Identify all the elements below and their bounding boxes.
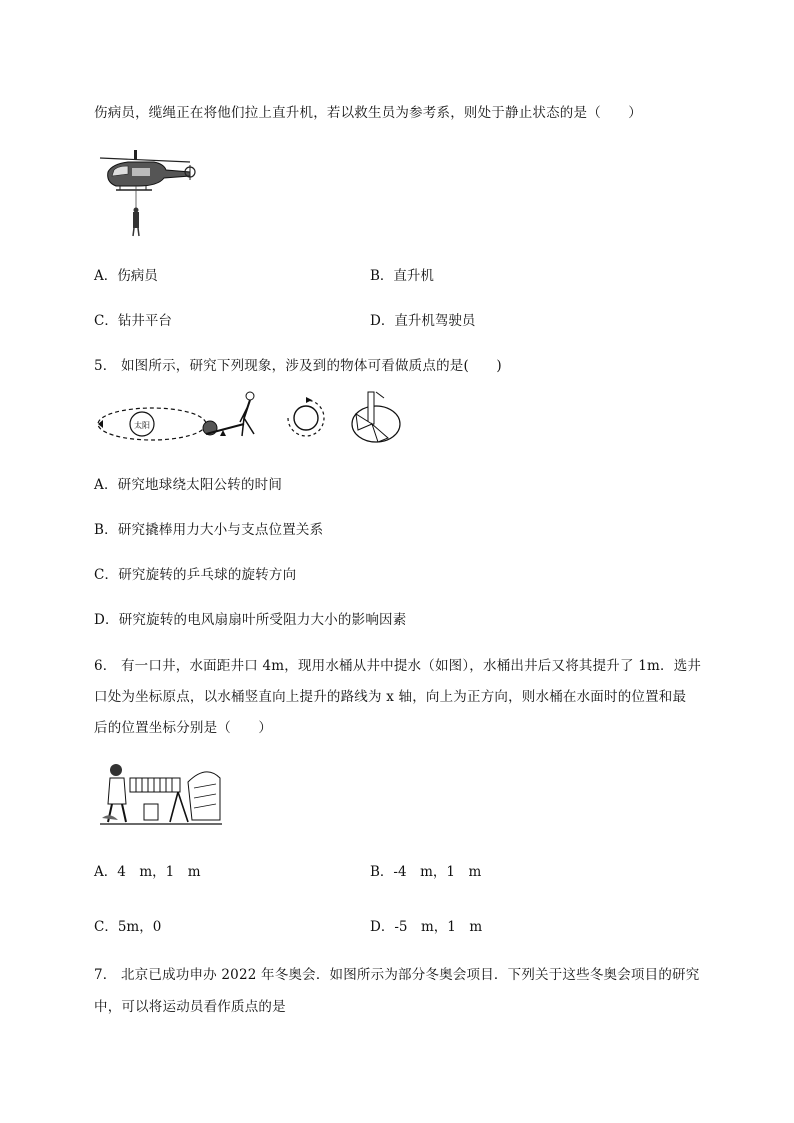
q7-stem-line-1: 7． 北京已成功申办 2022 年冬奥会．如图所示为部分冬奥会项目．下列关于这些冬奥会项目的研究 (94, 967, 700, 983)
q6-stem-line-1: 6． 有一口井，水面距井口 4m，现用水桶从井中提水（如图），水桶出井后又将其提升了 1m．选井 (94, 658, 702, 674)
q5-option-b[interactable]: B．研究撬棒用力大小与支点位置关系 (94, 522, 324, 538)
q7-stem-line-2: 中，可以将运动员看作质点的是 (94, 999, 286, 1015)
crowbar-worker-icon (203, 392, 254, 436)
q5-option-a[interactable]: A．研究地球绕太阳公转的时间 (94, 477, 283, 493)
q4-stem: 伤病员，缆绳正在将他们拉上直升机，若以救生员为参考系，则处于静止状态的是（ ） (94, 105, 642, 121)
fan-icon (352, 392, 400, 442)
windlass-well-icon (100, 764, 222, 824)
helicopter-figure (98, 146, 202, 242)
q5-option-c[interactable]: C．研究旋转的乒乓球的旋转方向 (94, 567, 297, 583)
q4-option-c[interactable]: C．钻井平台 (94, 313, 172, 329)
helicopter-icon (100, 150, 195, 212)
q6-option-a[interactable]: A．4 m，1 m (94, 864, 201, 880)
q6-stem-line-2: 口处为坐标原点，以水桶竖直向上提升的路线为 x 轴，向上为正方向，则水桶在水面时的位置和最 (94, 689, 687, 705)
q4-option-d[interactable]: D．直升机驾驶员 (370, 313, 476, 329)
q5-stem: 5． 如图所示，研究下列现象，涉及到的物体可看做质点的是( ) (94, 358, 502, 374)
well-figure (96, 760, 224, 830)
q4-option-a[interactable]: A．伤病员 (94, 268, 158, 284)
q6-stem-line-3: 后的位置坐标分别是（ ） (94, 720, 273, 736)
q6-option-c[interactable]: C．5m，0 (94, 919, 162, 935)
q6-option-d[interactable]: D．-5 m，1 m (370, 919, 483, 935)
q4-option-b[interactable]: B．直升机 (370, 268, 434, 284)
spinning-ball-icon (288, 397, 324, 436)
q6-option-b[interactable]: B．-4 m，1 m (370, 864, 482, 880)
q5-figures (94, 388, 414, 450)
rescuer-icon (133, 208, 139, 237)
earth-orbit-icon (98, 408, 206, 440)
q5-option-d[interactable]: D．研究旋转的电风扇扇叶所受阻力大小的影响因素 (94, 612, 407, 628)
sun-label: 太阳 (134, 421, 150, 430)
